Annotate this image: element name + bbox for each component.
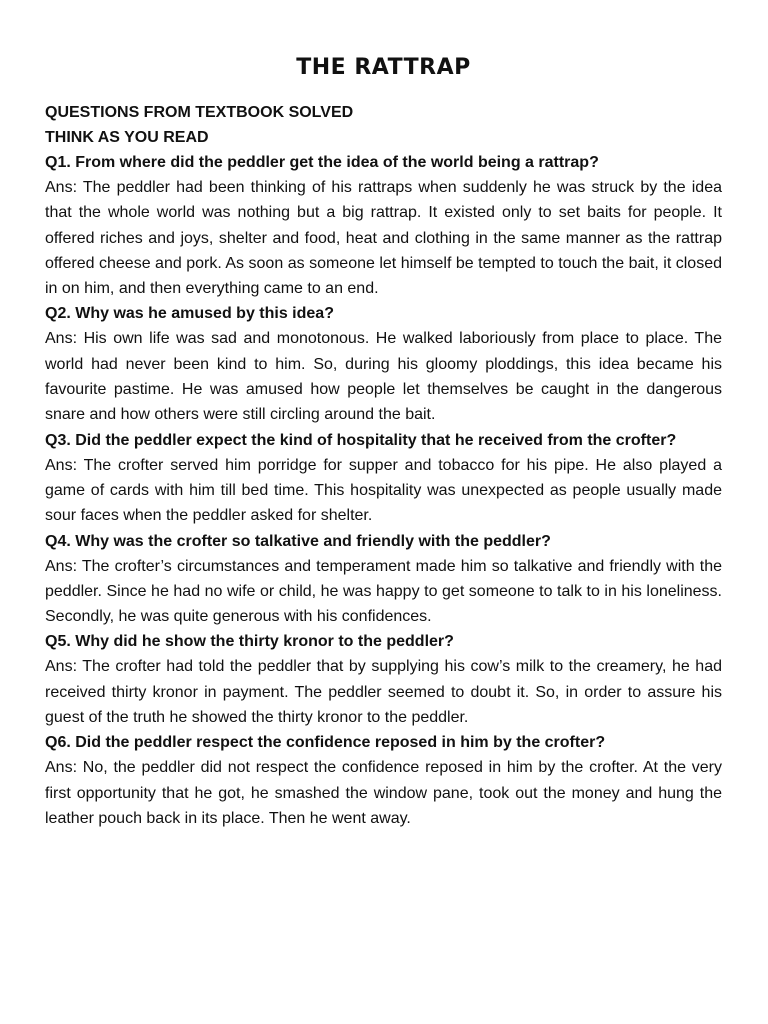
question-text: Q1. From where did the peddler get the idea of the world being a rattrap? [45, 154, 599, 171]
qa-item [45, 150, 722, 301]
qa-item [45, 730, 722, 831]
document-page [45, 52, 722, 831]
qa-item [45, 629, 722, 730]
subsection-heading: THINK AS YOU READ [45, 129, 209, 146]
question-text: Q4. Why was the crofter so talkative and friendly with the peddler? [45, 532, 551, 550]
question-text: Q3. Did the peddler expect the kind of hospitality that he received from the crofter? [45, 431, 677, 449]
answer-text: Ans: No, the peddler did not respect the confidence reposed in him by the crofter. At the very first opportunity that he got, he smashed the window pane, took out the money and hung the leather pouch back in its place. Then he went away. [45, 759, 722, 827]
answer-text: Ans: The crofter had told the peddler that by supplying his cow’s milk to the creamery, he had received thirty kronor in payment. The peddler seemed to doubt it. So, in order to assure his guest of the truth he showed the thirty kronor to the peddler. [45, 658, 722, 727]
answer-text: Ans: The crofter’s circumstances and temperament made him so talkative and friendly with the peddler. Since he had no wife or child, he was happy to get someone to talk to in his loneliness. Secondly, he was quite generous with his confidences. [45, 557, 722, 626]
qa-item [45, 301, 722, 427]
document-title: THE RATTRAP [296, 55, 471, 80]
qa-item [45, 529, 722, 630]
answer-text: Ans: His own life was sad and monotonous. He walked laboriously from place to place. The world had never been kind to him. So, during his gloomy ploddings, this idea became his favourite pastime. He was amused how people let themselves be caught in the dangerous snare and how others were still circling around the bait. [45, 330, 722, 424]
answer-text: Ans: The crofter served him porridge for supper and tobacco for his pipe. He also played a game of cards with him till bed time. This hospitality was unexpected as people usually made sour faces when the peddler asked for shelter. [45, 456, 722, 525]
answer-text: Ans: The peddler had been thinking of his rattraps when suddenly he was struck by the idea that the whole world was nothing but a big rattrap. It existed only to set baits for people. It offered riches and joys, shelter and food, heat and clothing in the same manner as the rattrap offered cheese and pork. As soon as someone let himself be tempted to touch the bait, it closed in on him, and then everything came to an end. [45, 179, 722, 298]
question-text: Q2. Why was he amused by this idea? [45, 305, 334, 323]
question-text: Q5. Why did he show the thirty kronor to the peddler? [45, 633, 454, 651]
qa-item [45, 428, 722, 529]
section-heading: QUESTIONS FROM TEXTBOOK SOLVED [45, 104, 354, 121]
question-text: Q6. Did the peddler respect the confidence reposed in him by the crofter? [45, 734, 606, 752]
